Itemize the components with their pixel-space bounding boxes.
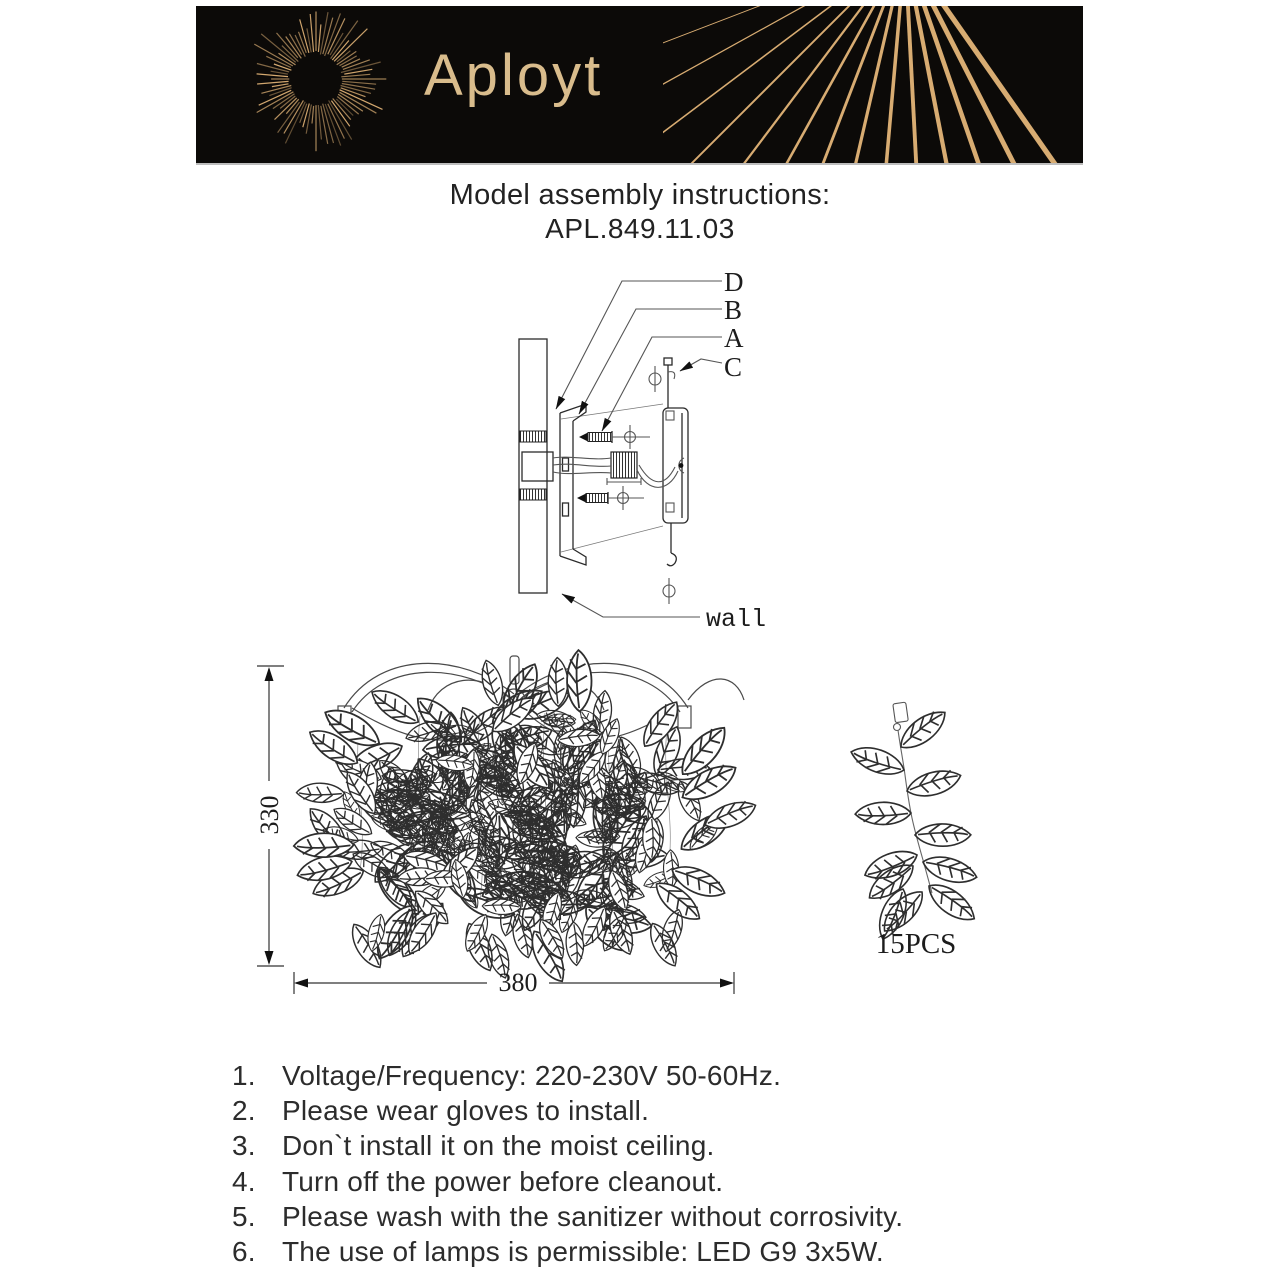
instruction-number: 1. (232, 1060, 256, 1091)
instruction-item (232, 1164, 1042, 1199)
instruction-text: Please wash with the sanitizer without corrosivity. (282, 1200, 904, 1232)
instruction-text: Turn off the power before cleanout. (282, 1165, 724, 1197)
part-label-a: A (724, 323, 744, 353)
wall-label: wall (706, 605, 767, 634)
sunburst-rays (254, 12, 386, 152)
model-number: APL.849.11.03 (545, 213, 735, 244)
instruction-item (232, 1234, 1042, 1269)
wall-mount-diagram (440, 258, 870, 653)
instruction-number: 5. (232, 1200, 256, 1232)
leaf-strand (848, 702, 980, 943)
sheet-title: Model assembly instructions: (449, 179, 831, 211)
instruction-item (232, 1058, 1042, 1093)
instruction-number: 4. (232, 1165, 256, 1197)
brand-name: Aployt (424, 43, 604, 108)
instruction-item (232, 1199, 1042, 1234)
instruction-text: Please wear gloves to install. (282, 1095, 650, 1127)
part-label-c: C (724, 352, 743, 382)
height-dimension-value: 330 (255, 795, 284, 835)
width-dimension-value: 380 (498, 968, 538, 997)
instruction-text: Don`t install it on the moist ceiling. (282, 1130, 715, 1162)
brand-banner (196, 6, 1083, 165)
wall-section (519, 339, 553, 593)
instruction-item (232, 1093, 1042, 1128)
instructions-list (232, 1058, 1042, 1269)
instruction-number: 6. (232, 1236, 256, 1268)
instruction-number: 2. (232, 1095, 256, 1127)
part-label-d: D (724, 267, 744, 297)
strand-count-label: 15PCS (875, 928, 957, 960)
top-screw-hardware (649, 358, 675, 408)
part-label-b: B (724, 295, 743, 325)
instruction-item (232, 1128, 1042, 1163)
leaf-cluster (293, 649, 759, 987)
sunburst-logo-icon (236, 6, 400, 158)
instruction-number: 3. (232, 1130, 256, 1162)
mounting-bracket (560, 404, 586, 565)
corner-rays-decoration (663, 6, 1083, 163)
lamp-backplate (663, 408, 688, 523)
fan-rays (663, 6, 1083, 163)
instruction-text: Voltage/Frequency: 220-230V 50-60Hz. (282, 1060, 782, 1091)
lamp-dimension-diagram (228, 648, 1020, 1020)
leader-lines (556, 281, 722, 617)
instruction-text: The use of lamps is permissible: LED G9 3x5W. (282, 1236, 884, 1268)
bottom-screw-hardware (663, 523, 676, 604)
